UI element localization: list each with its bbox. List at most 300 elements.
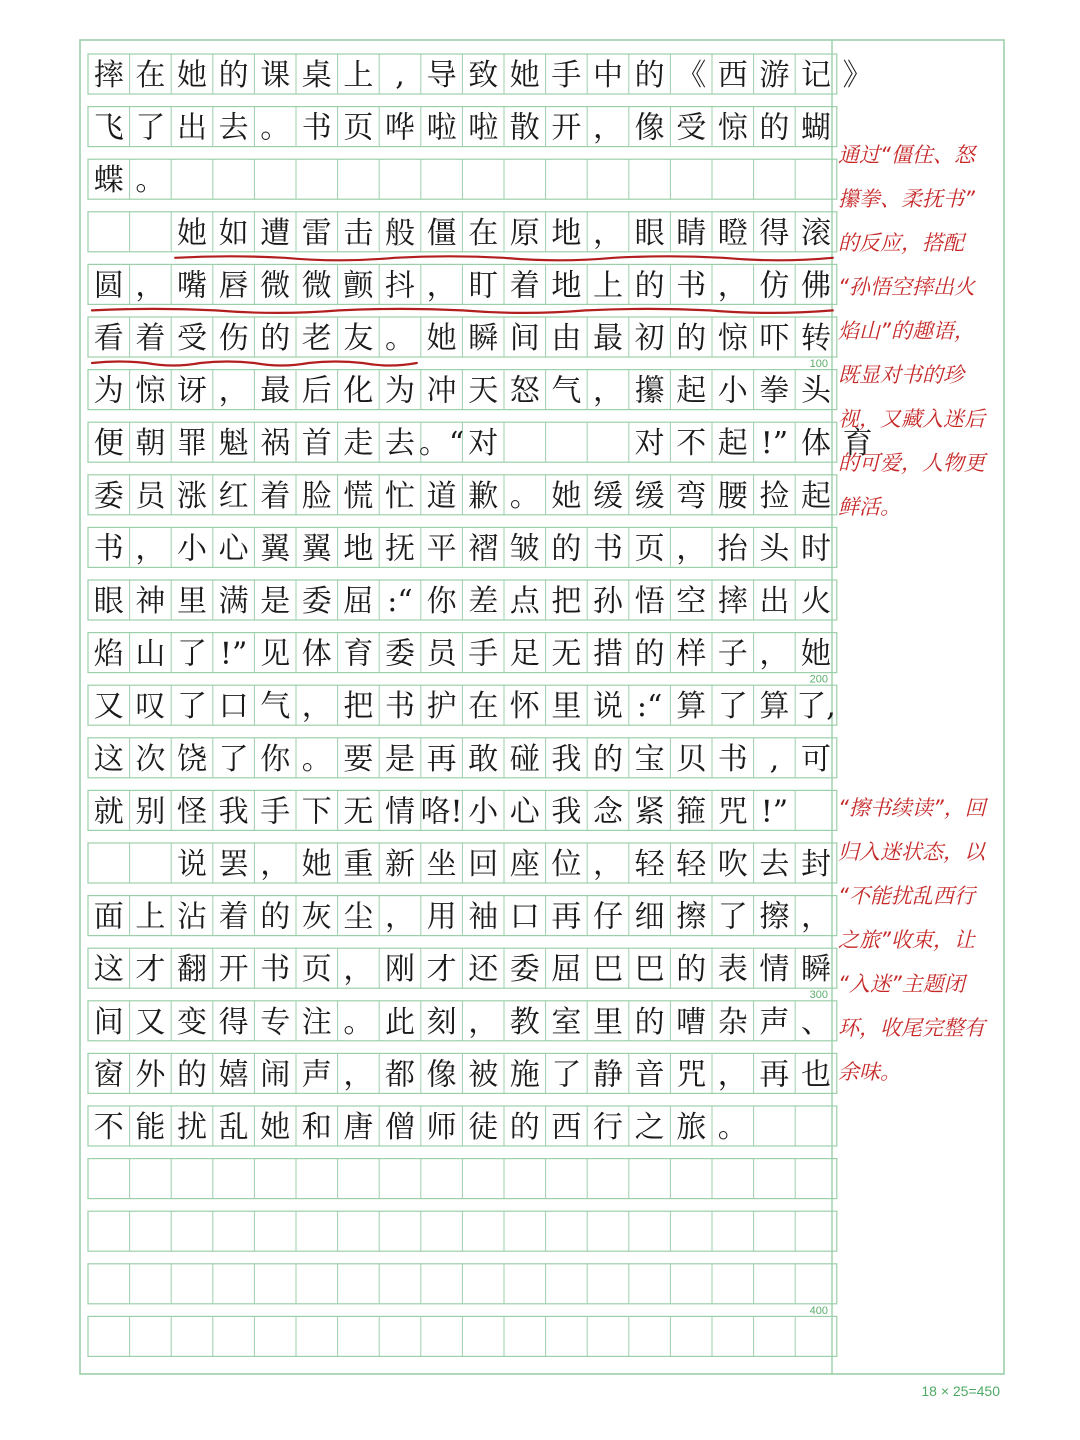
essay-char: 唐 bbox=[343, 1110, 374, 1145]
essay-char: 。 bbox=[385, 321, 415, 356]
essay-char: 受 bbox=[177, 321, 207, 356]
essay-char: 口 bbox=[509, 899, 540, 935]
essay-char: 看 bbox=[93, 321, 124, 356]
essay-char: 重 bbox=[343, 847, 374, 882]
essay-char: :“ bbox=[387, 584, 413, 619]
essay-char: 的 bbox=[509, 1110, 540, 1145]
essay-char: 细 bbox=[634, 899, 665, 935]
essay-char: 再 bbox=[551, 899, 582, 935]
annotation-line: 鲜活。 bbox=[838, 495, 901, 519]
essay-char: 屈 bbox=[551, 952, 582, 988]
essay-char: 是 bbox=[385, 741, 415, 777]
essay-char: 的 bbox=[634, 268, 665, 304]
essay-char: 气 bbox=[260, 689, 291, 725]
essay-char: 座 bbox=[509, 847, 540, 882]
essay-char: 飞 bbox=[93, 110, 124, 146]
essay-char: 的 bbox=[260, 321, 291, 356]
annotation-line: 视，又藏入迷后 bbox=[838, 407, 985, 431]
essay-char: 她 bbox=[509, 58, 540, 93]
essay-char: 咒 bbox=[676, 1057, 707, 1093]
essay-char: 慌 bbox=[343, 478, 374, 514]
essay-char: ， bbox=[135, 268, 166, 304]
essay-char: 手 bbox=[468, 636, 499, 672]
essay-char: 我 bbox=[551, 794, 582, 830]
essay-char: 可 bbox=[801, 741, 831, 777]
essay-char: 刚 bbox=[385, 952, 415, 988]
essay-char: 滚 bbox=[801, 215, 831, 251]
essay-char: 摔 bbox=[717, 584, 748, 619]
essay-char: 遭 bbox=[260, 215, 291, 251]
essay-char: 手 bbox=[260, 794, 291, 830]
essay-char: 之 bbox=[634, 1110, 665, 1145]
essay-char: 对 bbox=[468, 426, 499, 462]
essay-char: 的 bbox=[218, 58, 249, 93]
underline-mark bbox=[92, 309, 833, 313]
essay-char: 涨 bbox=[177, 478, 207, 514]
essay-char: 要 bbox=[343, 741, 374, 777]
essay-char: 神 bbox=[135, 584, 166, 619]
essay-char: 如 bbox=[218, 215, 249, 251]
essay-char: 。 bbox=[260, 110, 291, 146]
essay-char: 口 bbox=[218, 689, 249, 725]
margin-annotations bbox=[838, 143, 989, 1084]
essay-char: 咯! bbox=[420, 794, 463, 830]
grid-row bbox=[88, 1316, 837, 1356]
essay-char: 静 bbox=[593, 1057, 623, 1093]
grid-row bbox=[88, 159, 837, 199]
essay-char: 碰 bbox=[509, 741, 540, 777]
essay-char: 首 bbox=[301, 426, 332, 462]
essay-char: 游 bbox=[759, 58, 790, 93]
essay-char: 这 bbox=[93, 741, 124, 777]
essay-char: 》 bbox=[842, 58, 873, 93]
essay-char: 瞬 bbox=[468, 321, 499, 356]
essay-char: 的 bbox=[260, 899, 291, 935]
essay-char: 僧 bbox=[385, 1110, 415, 1145]
essay-char: 里 bbox=[593, 1004, 623, 1040]
essay-char: 眼 bbox=[634, 215, 665, 251]
essay-char: 别 bbox=[135, 794, 166, 830]
essay-char: 无 bbox=[343, 794, 374, 830]
essay-char: 睛 bbox=[676, 215, 707, 251]
essay-char: 新 bbox=[385, 847, 415, 882]
essay-char: 焰 bbox=[93, 636, 124, 672]
essay-char: 巴 bbox=[634, 952, 665, 988]
essay-char: 封 bbox=[801, 847, 831, 882]
essay-char: 般 bbox=[385, 215, 415, 251]
essay-char: 育 bbox=[343, 636, 374, 672]
essay-char: 缓 bbox=[634, 478, 665, 514]
essay-char: 翼 bbox=[301, 531, 332, 567]
essay-char: 书 bbox=[260, 952, 291, 988]
essay-char: 便 bbox=[93, 426, 124, 462]
essay-char: 了 bbox=[551, 1057, 582, 1093]
essay-char: 记 bbox=[801, 58, 831, 93]
essay-char: 小 bbox=[468, 794, 499, 830]
essay-char: 乱 bbox=[218, 1110, 249, 1145]
essay-char: 皱 bbox=[509, 531, 540, 567]
underline-mark bbox=[175, 256, 833, 260]
essay-char: 扰 bbox=[177, 1110, 207, 1145]
essay-char: 忙 bbox=[385, 478, 415, 514]
essay-char: 惊 bbox=[717, 321, 748, 356]
essay-char: 由 bbox=[551, 321, 582, 356]
essay-char: 、 bbox=[801, 1004, 831, 1040]
essay-char: 颤 bbox=[343, 268, 374, 304]
essay-char: 师 bbox=[426, 1110, 457, 1145]
essay-char: 页 bbox=[343, 110, 374, 146]
essay-char: ， bbox=[593, 847, 623, 882]
essay-char: 嘈 bbox=[676, 1004, 707, 1040]
essay-char: 受 bbox=[676, 110, 707, 146]
essay-char: 窗 bbox=[93, 1057, 124, 1093]
essay-char: 在 bbox=[468, 215, 499, 251]
essay-char: 开 bbox=[551, 110, 582, 146]
essay-char: 她 bbox=[177, 58, 207, 93]
essay-char: 被 bbox=[468, 1057, 499, 1093]
essay-char: ， bbox=[385, 899, 415, 935]
essay-char: 书 bbox=[676, 268, 707, 304]
essay-char: 里 bbox=[177, 584, 207, 619]
annotation-line: 的反应，搭配 bbox=[838, 231, 964, 255]
essay-char: 用 bbox=[426, 899, 457, 935]
essay-char: ， bbox=[759, 636, 790, 672]
essay-char: 宝 bbox=[634, 741, 665, 777]
essay-char: ， bbox=[801, 899, 831, 935]
essay-char: ， bbox=[218, 373, 249, 409]
essay-char: 此 bbox=[385, 1004, 415, 1040]
essay-char: 翻 bbox=[177, 952, 207, 988]
essay-char: 紧 bbox=[634, 794, 665, 830]
essay-char: 讶 bbox=[177, 373, 207, 409]
essay-char: 心 bbox=[509, 794, 540, 830]
essay-char: 仔 bbox=[593, 899, 623, 935]
essay-char: 致 bbox=[468, 58, 499, 93]
essay-char: 室 bbox=[551, 1004, 582, 1040]
essay-char: 回 bbox=[468, 847, 499, 882]
essay-char: ， bbox=[468, 1004, 499, 1040]
essay-char: 瞪 bbox=[717, 215, 748, 251]
essay-char: 都 bbox=[385, 1057, 415, 1093]
essay-char: 。 bbox=[343, 1004, 374, 1040]
essay-char: 她 bbox=[260, 1110, 291, 1145]
essay-char: 点 bbox=[509, 584, 540, 619]
essay-char: 教 bbox=[509, 1004, 540, 1040]
essay-char: 后 bbox=[301, 373, 332, 409]
essay-char: 她 bbox=[551, 478, 582, 514]
essay-char: 情 bbox=[759, 952, 790, 988]
essay-char: 导 bbox=[426, 58, 457, 93]
essay-char: 抖 bbox=[385, 268, 415, 304]
essay-char: 音 bbox=[634, 1057, 665, 1093]
essay-char: 攥 bbox=[634, 373, 665, 409]
essay-char: 她 bbox=[301, 847, 332, 882]
essay-char: 是 bbox=[260, 584, 291, 619]
essay-char: 满 bbox=[218, 584, 249, 619]
essay-char: 嘴 bbox=[177, 268, 207, 304]
essay-char: 道 bbox=[426, 478, 457, 514]
essay-char: 委 bbox=[301, 584, 332, 619]
essay-char: 天 bbox=[468, 373, 499, 409]
essay-char: 起 bbox=[676, 373, 707, 409]
essay-char: 灰 bbox=[301, 899, 332, 935]
essay-char: ， bbox=[593, 110, 623, 146]
essay-char: 体 bbox=[301, 636, 332, 672]
essay-char: 祸 bbox=[260, 426, 291, 462]
essay-char: 朝 bbox=[135, 426, 166, 462]
essay-char: 说 bbox=[593, 689, 623, 725]
essay-char: 委 bbox=[509, 952, 540, 988]
essay-char: 课 bbox=[260, 58, 291, 93]
essay-char: 上 bbox=[135, 899, 166, 935]
essay-char: 足 bbox=[509, 636, 540, 672]
annotation-line: 攥拳、柔抚书” bbox=[838, 187, 975, 211]
essay-char: 平 bbox=[426, 531, 457, 567]
essay-char: 孙 bbox=[593, 584, 623, 619]
grid-spec-label: 18 × 25=450 bbox=[921, 1383, 1000, 1399]
essay-char: 蝴 bbox=[801, 110, 831, 146]
essay-char: 书 bbox=[593, 531, 623, 567]
essay-char: 上 bbox=[343, 58, 374, 93]
essay-char: 雷 bbox=[301, 215, 332, 251]
essay-char: 开 bbox=[218, 952, 249, 988]
essay-char: 面 bbox=[93, 899, 124, 935]
essay-char: 最 bbox=[260, 373, 291, 409]
essay-char: 能 bbox=[135, 1110, 166, 1145]
essay-char: 桌 bbox=[301, 58, 332, 93]
essay-char: 翼 bbox=[260, 531, 291, 567]
essay-char: 地 bbox=[551, 268, 582, 304]
essay-char: 样 bbox=[676, 636, 707, 672]
essay-char: 声 bbox=[759, 1004, 790, 1040]
essay-char: 哗 bbox=[385, 110, 415, 146]
essay-char: 她 bbox=[177, 215, 207, 251]
essay-char: 山 bbox=[135, 636, 166, 672]
essay-char: ， bbox=[260, 847, 291, 882]
essay-char: 声 bbox=[301, 1057, 332, 1093]
grid-row bbox=[88, 1211, 837, 1251]
essay-char: 变 bbox=[177, 1004, 207, 1040]
essay-char: ， bbox=[135, 531, 166, 567]
essay-char: 着 bbox=[218, 899, 249, 935]
essay-char: 头 bbox=[801, 373, 831, 409]
essay-char: 轻 bbox=[634, 847, 665, 882]
essay-char: 。“ bbox=[418, 426, 465, 462]
essay-char: 红 bbox=[218, 478, 249, 514]
essay-char: 转 bbox=[801, 321, 831, 356]
essay-char: 初 bbox=[634, 321, 665, 356]
essay-char: !” bbox=[760, 426, 789, 462]
essay-char: 头 bbox=[759, 531, 790, 567]
annotation-line: 焰山”的趣语， bbox=[838, 319, 975, 343]
essay-char: 的 bbox=[177, 1057, 207, 1093]
essay-char: 唇 bbox=[218, 268, 249, 304]
essay-char: 杂 bbox=[717, 1004, 748, 1040]
essay-char: 育 bbox=[842, 426, 873, 462]
essay-char: 像 bbox=[634, 110, 665, 146]
essay-char: 捡 bbox=[759, 478, 790, 514]
essay-char: 嬉 bbox=[218, 1057, 249, 1093]
essay-char: 不 bbox=[676, 426, 707, 462]
essay-char: 又 bbox=[135, 1004, 166, 1040]
essay-char: 敢 bbox=[468, 741, 499, 777]
essay-char: !” bbox=[760, 794, 789, 830]
essay-char: ， bbox=[717, 268, 748, 304]
essay-char: 的 bbox=[634, 1004, 665, 1040]
essay-char: 的 bbox=[759, 110, 790, 146]
essay-char: 饶 bbox=[177, 741, 207, 777]
count-marker: 200 bbox=[809, 673, 828, 686]
essay-char: 魁 bbox=[218, 426, 249, 462]
essay-char: 才 bbox=[135, 952, 166, 988]
essay-char: 表 bbox=[717, 952, 748, 988]
essay-char: ， bbox=[717, 1057, 748, 1093]
essay-char: 褶 bbox=[468, 531, 499, 567]
essay-char: 又 bbox=[93, 689, 124, 725]
essay-char: 说 bbox=[177, 847, 207, 882]
essay-char: 的 bbox=[551, 531, 582, 567]
essay-char: 尘 bbox=[343, 899, 374, 935]
essay-char: 员 bbox=[135, 478, 166, 514]
essay-char: 子 bbox=[717, 636, 748, 672]
count-marker: 100 bbox=[809, 358, 828, 370]
essay-char: , bbox=[769, 741, 780, 777]
essay-char: 护 bbox=[426, 689, 457, 725]
essay-char: 抚 bbox=[385, 531, 415, 567]
essay-char: 了 bbox=[177, 689, 207, 725]
annotation-line: 既显对书的珍 bbox=[838, 363, 964, 387]
essay-char: 盯 bbox=[468, 268, 499, 304]
essay-char: 箍 bbox=[676, 794, 707, 830]
essay-char: 。 bbox=[509, 478, 540, 514]
essay-char: 擦 bbox=[676, 899, 707, 935]
essay-char: 老 bbox=[301, 321, 332, 356]
essay-char: 贝 bbox=[676, 741, 707, 777]
essay-char: 也 bbox=[801, 1057, 831, 1093]
essay-char: 西 bbox=[717, 58, 748, 93]
essay-char: 着 bbox=[260, 478, 291, 514]
essay-char: 刻 bbox=[426, 1004, 457, 1040]
essay-char: 时 bbox=[801, 531, 831, 567]
essay-char: 手 bbox=[551, 58, 582, 93]
essay-char: 叹 bbox=[135, 689, 166, 725]
essay-char: 算 bbox=[676, 689, 707, 725]
essay-char: 弯 bbox=[676, 478, 707, 514]
essay-char: 怀 bbox=[509, 689, 540, 725]
essay-char: 页 bbox=[634, 531, 665, 567]
essay-char: 蝶 bbox=[93, 163, 124, 199]
annotation-line: “入迷”主题闭 bbox=[838, 972, 965, 996]
essay-char: , bbox=[395, 58, 405, 93]
essay-char: 了 bbox=[177, 636, 207, 672]
essay-char: 散 bbox=[509, 110, 540, 146]
essay-char: 啦 bbox=[426, 110, 457, 146]
essay-char: 巴 bbox=[593, 952, 623, 988]
annotation-line: 归入迷状态，以 bbox=[838, 840, 985, 864]
essay-char: 你 bbox=[260, 741, 291, 777]
essay-char: 了 bbox=[218, 741, 249, 777]
essay-char: 歉 bbox=[468, 478, 499, 514]
essay-char: 怪 bbox=[177, 794, 207, 830]
essay-char: 怒 bbox=[509, 373, 540, 409]
essay-char: 次 bbox=[135, 741, 166, 777]
essay-char: 地 bbox=[551, 215, 582, 251]
essay-char: 页 bbox=[301, 952, 332, 988]
essay-char: 惊 bbox=[717, 110, 748, 146]
essay-char: 下 bbox=[301, 794, 332, 830]
essay-char: 的 bbox=[676, 321, 707, 356]
essay-char: 腰 bbox=[717, 478, 748, 514]
essay-char: !” bbox=[219, 636, 248, 672]
annotation-line: “擦书续读”，回 bbox=[838, 796, 986, 820]
essay-char: 了, bbox=[796, 689, 836, 725]
essay-char: ， bbox=[301, 689, 332, 725]
essay-char: 我 bbox=[218, 794, 249, 830]
essay-text bbox=[94, 58, 873, 1145]
essay-char: 眼 bbox=[93, 584, 124, 619]
essay-char: 外 bbox=[135, 1057, 166, 1093]
essay-char: 拳 bbox=[759, 373, 790, 409]
essay-char: 出 bbox=[177, 110, 207, 146]
essay-char: 缓 bbox=[593, 478, 623, 514]
essay-char: 见 bbox=[260, 636, 291, 672]
essay-char: 冲 bbox=[426, 373, 457, 409]
essay-char: 擦 bbox=[759, 899, 790, 935]
essay-char: 瞬 bbox=[801, 952, 831, 988]
annotation-line: “孙悟空摔出火 bbox=[838, 275, 975, 299]
essay-char: 差 bbox=[468, 584, 499, 619]
essay-char: 去 bbox=[218, 110, 249, 146]
essay-char: 间 bbox=[509, 321, 540, 356]
essay-char: 出 bbox=[759, 584, 790, 619]
essay-char: 这 bbox=[93, 952, 124, 988]
essay-char: 火 bbox=[801, 584, 831, 619]
essay-char: 微 bbox=[301, 268, 332, 304]
essay-char: 击 bbox=[343, 215, 374, 251]
essay-char: 在 bbox=[468, 689, 499, 725]
essay-char: 。 bbox=[301, 741, 332, 777]
essay-char: 。 bbox=[717, 1110, 748, 1145]
essay-char: 了 bbox=[135, 110, 166, 146]
essay-char: 化 bbox=[343, 373, 374, 409]
essay-char: 行 bbox=[593, 1110, 623, 1145]
essay-char: 再 bbox=[759, 1057, 790, 1093]
essay-char: 吹 bbox=[717, 847, 748, 882]
essay-char: 我 bbox=[551, 741, 582, 777]
essay-char: 还 bbox=[468, 952, 499, 988]
essay-char: 友 bbox=[343, 321, 374, 356]
essay-char: 才 bbox=[426, 952, 457, 988]
essay-char: 和 bbox=[301, 1110, 332, 1145]
essay-char: 在 bbox=[135, 58, 166, 93]
essay-char: ， bbox=[593, 373, 623, 409]
grid-row bbox=[88, 1264, 837, 1304]
essay-char: 书 bbox=[93, 531, 124, 567]
essay-char: 微 bbox=[260, 268, 291, 304]
essay-char: 悟 bbox=[634, 584, 665, 619]
essay-char: 她 bbox=[801, 636, 831, 672]
essay-char: 小 bbox=[717, 373, 748, 409]
essay-char: 仿 bbox=[759, 268, 790, 304]
essay-char: ， bbox=[426, 268, 457, 304]
count-marker: 400 bbox=[809, 1304, 828, 1317]
essay-char: 上 bbox=[593, 268, 623, 304]
essay-char: 委 bbox=[385, 636, 415, 672]
essay-char: ， bbox=[343, 952, 374, 988]
grid-row bbox=[88, 1159, 837, 1199]
essay-char: 她 bbox=[426, 321, 457, 356]
annotation-line: 通过“僵住、怒 bbox=[838, 143, 975, 167]
